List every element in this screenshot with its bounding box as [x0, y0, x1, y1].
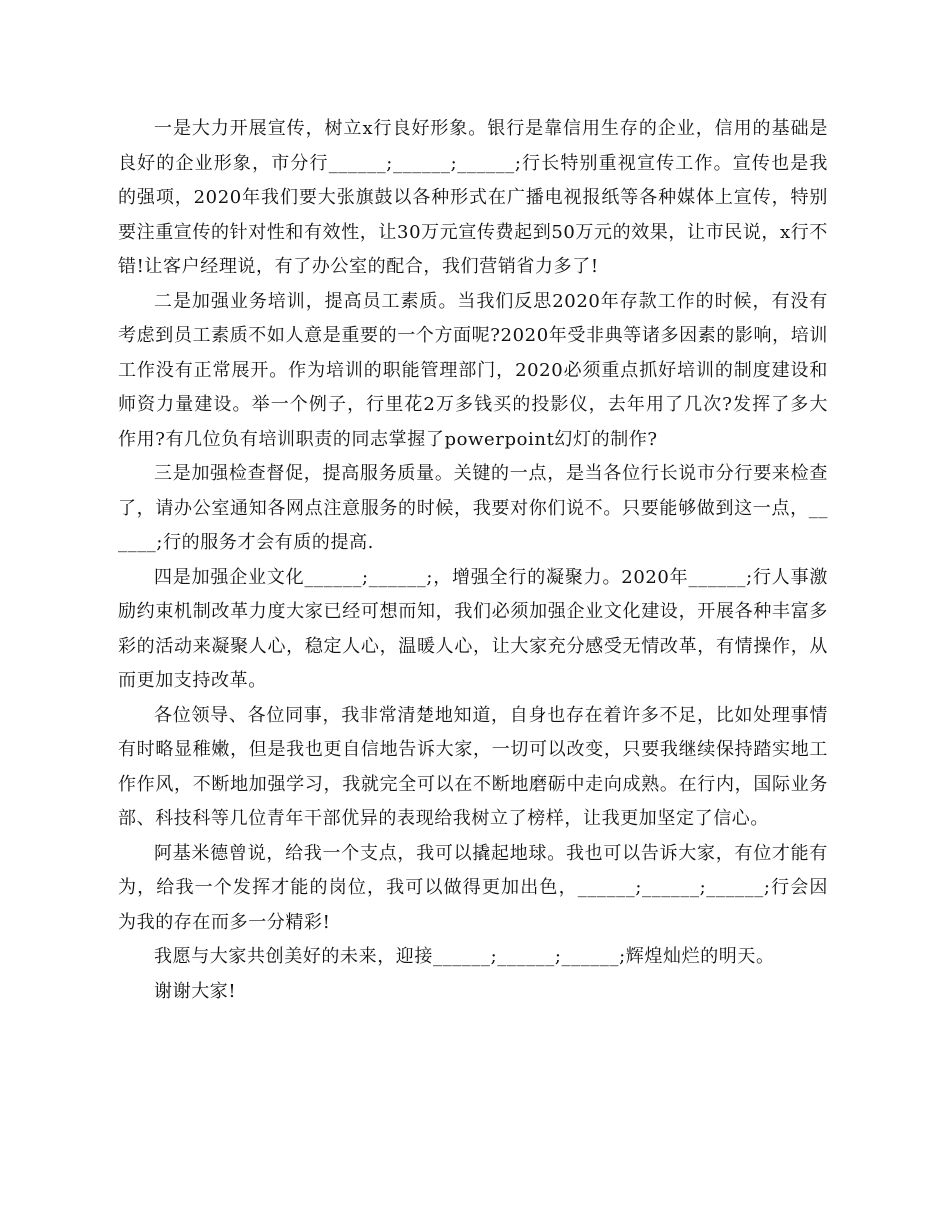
paragraph-culture: 四是加强企业文化______;______;，增强全行的凝聚力。2020年______;行人事激励约束机制改革力度大家已经可想而知，我们必须加强企业文化建设，开展各种丰富多彩的活动来凝聚人心，稳定人心，温暖人心，让大家充分感受无情改革，有情操作，从而更加支持改革。: [118, 566, 828, 691]
paragraph-training: 二是加强业务培训，提高员工素质。当我们反思2020年存款工作的时候，有没有考虑到员工素质不如人意是重要的一个方面呢?2020年受非典等诸多因素的影响，培训工作没有正常展开。作为培训的职能管理部门，2020必须重点抓好培训的制度建设和师资力量建设。举一个例子，行里花2万多钱买的投影仪，去年用了几次?发挥了多大作用?有几位负有培训职责的同志掌握了powerpoint幻灯的制作?: [118, 290, 828, 450]
paragraph-archimedes: 阿基米德曾说，给我一个支点，我可以撬起地球。我也可以告诉大家，有位才能有为，给我一个发挥才能的岗位，我可以做得更加出色，______;______;______;行会因为我的存在而多一分精彩!: [118, 842, 828, 933]
paragraph-future: 我愿与大家共创美好的未来，迎接______;______;______;辉煌灿烂的明天。: [154, 946, 775, 967]
paragraph-publicity: 一是大力开展宣传，树立x行良好形象。银行是靠信用生存的企业，信用的基础是良好的企业形象，市分行______;______;______;行长特别重视宣传工作。宣传也是我的强项，2020年我们要大张旗鼓以各种形式在广播电视报纸等各种媒体上宣传，特别要注重宣传的针对性和有效性，让30万元宣传费起到50万元的效果，让市民说，x行不错!让客户经理说，有了办公室的配合，我们营销省力多了!: [118, 118, 828, 277]
paragraph-inspection: 三是加强检查督促，提高服务质量。关键的一点，是当各位行长说市分行要来检查了，请办公室通知各网点注意服务的时候，我要对你们说不。只要能够做到这一点，______;行的服务才会有质的提高.: [118, 463, 828, 553]
paragraph-thanks: 谢谢大家!: [154, 980, 237, 1002]
paragraph-self-reflection: 各位领导、各位同事，我非常清楚地知道，自身也存在着许多不足，比如处理事情有时略显稚嫩，但是我也更自信地告诉大家，一切可以改变，只要我继续保持踏实地工作作风，不断地加强学习，我就完全可以在不断地磨砺中走向成熟。在行内，国际业务部、科技科等几位青年干部优异的表现给我树立了榜样，让我更加坚定了信心。: [118, 704, 828, 829]
document-body: [118, 112, 828, 1009]
